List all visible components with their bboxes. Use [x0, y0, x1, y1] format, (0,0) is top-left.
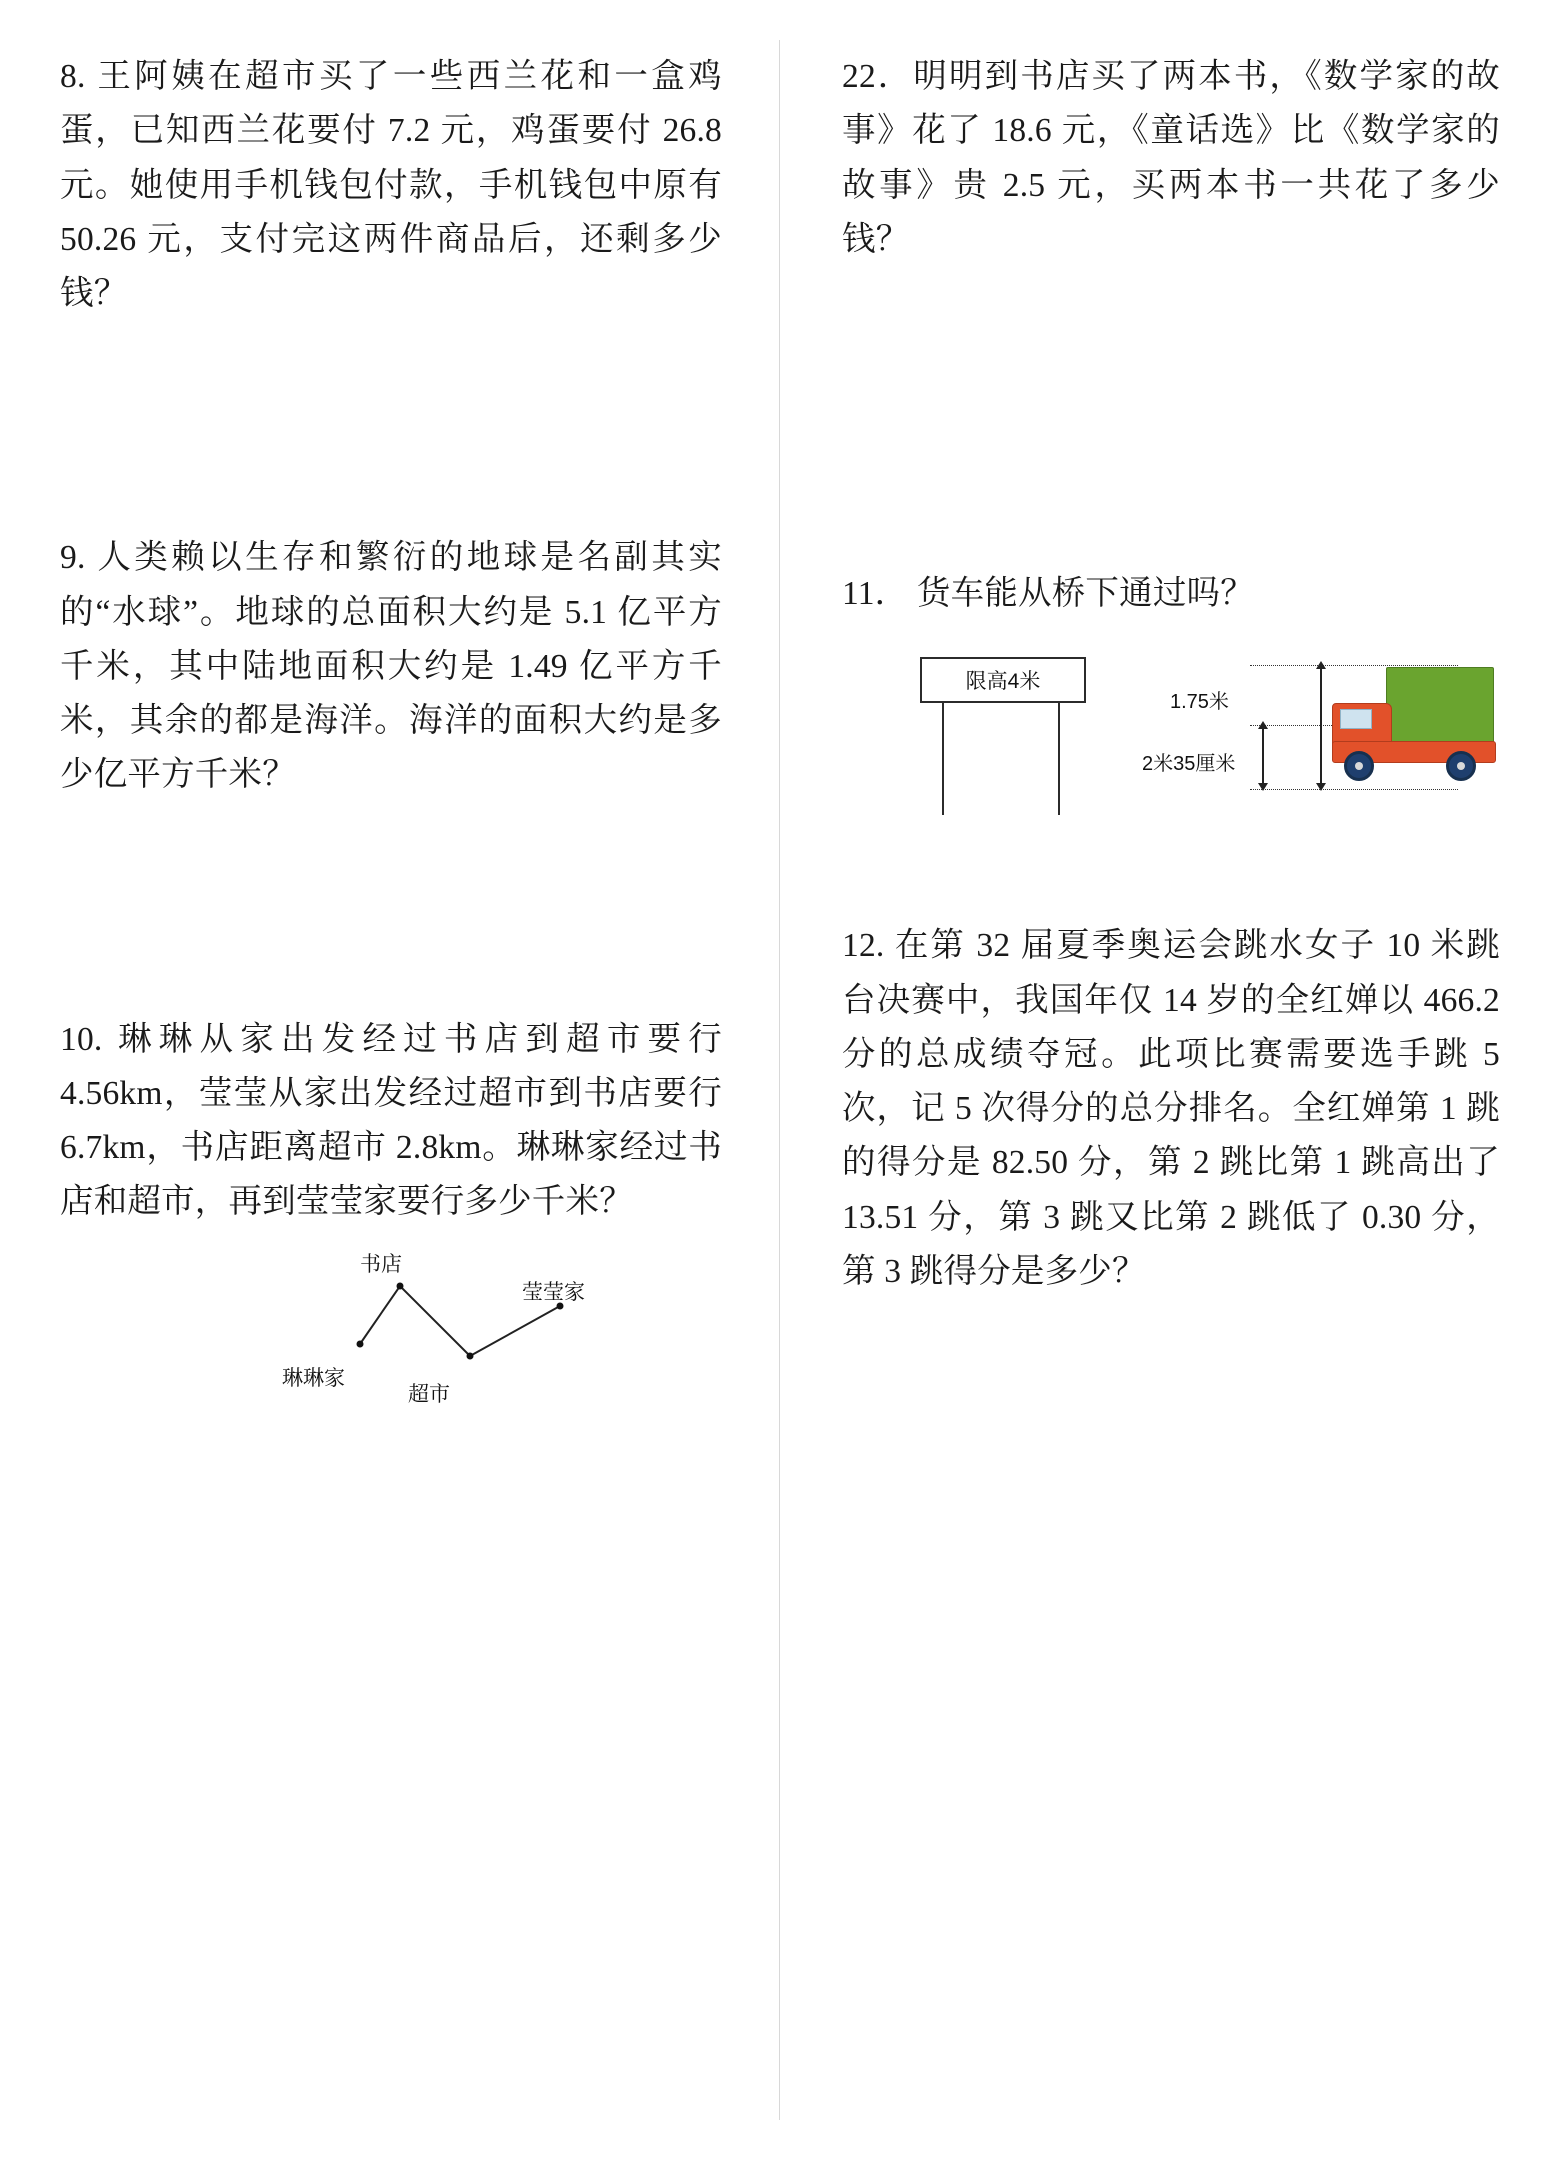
column-divider	[779, 40, 780, 2120]
dim-arrowhead-down-1	[1316, 783, 1326, 791]
problem-22	[842, 50, 1500, 267]
problem-10-text: 10. 琳琳从家出发经过书店到超市要行 4.56km，莹莹从家出发经过超市到书店要行 6.7km，书店距离超市 2.8km。琳琳家经过书店和超市，再到莹莹家要行多少千米？	[60, 1020, 731, 1221]
problem-11-text: 11． 货车能从桥下通过吗？	[842, 575, 1254, 613]
truck-wheel-rear	[1446, 751, 1476, 781]
route-label-linlin-home: 琳琳家	[282, 1366, 345, 1390]
problem-10	[60, 1013, 731, 1424]
dim-label-truck-height: 2米35厘米	[1142, 753, 1236, 776]
spacer-answer-8	[60, 331, 722, 531]
dim-arrowhead-up-2	[1258, 721, 1268, 729]
node-linlin-home	[357, 1340, 364, 1347]
route-map-figure	[60, 1244, 722, 1424]
problem-22-text: 22．明明到书店买了两本书，《数学家的故事》花了 18.6 元，《童话选》比《数学家的故事》贵 2.5 元，买两本书一共花了多少钱？	[842, 58, 1500, 258]
problem-9-text: 9. 人类赖以生存和繁衍的地球是名副其实的“水球”。地球的总面积大约是 5.1 亿平方千米，其中陆地面积大约是 1.49 亿平方千米，其余的都是海洋。海洋的面积大约是多少亿平方千米？	[60, 539, 722, 794]
dim-arrowhead-down-2	[1258, 783, 1268, 791]
node-supermarket	[467, 1352, 474, 1359]
route-label-yingying-home: 莹莹家	[522, 1280, 585, 1304]
truck-icon	[1330, 667, 1530, 795]
truck-wheel-front	[1344, 751, 1374, 781]
problem-12-text: 12. 在第 32 届夏季奥运会跳水女子 10 米跳台决赛中，我国年仅 14 岁的全红婵以 466.2 分的总成绩夺冠。此项比赛需要选手跳 5 次，记 5 次得分的总分排名。全红婵第 1 跳的得分是 82.50 分，第 2 跳比第 1 跳高出了 13.51 分，第 3 跳又比第 2 跳低了 0.30 分，第 3 跳得分是多少？	[842, 927, 1509, 1290]
problem-9	[60, 531, 722, 802]
two-column-layout	[60, 50, 1509, 2121]
sign-post-right	[1058, 703, 1060, 815]
truck-window	[1340, 709, 1372, 729]
truck-cargo-box	[1386, 667, 1494, 743]
dim-arrowhead-up-1	[1316, 661, 1326, 669]
problem-8-text: 8. 王阿姨在超市买了一些西兰花和一盒鸡蛋，已知西兰花要付 7.2 元，鸡蛋要付 26.8 元。她使用手机钱包付款，手机钱包中原有 50.26 元，支付完这两件商品后，还剩多少钱？	[60, 58, 731, 313]
bridge-truck-figure	[842, 639, 1500, 849]
spacer-answer-22	[842, 277, 1500, 567]
node-bookstore	[397, 1282, 404, 1289]
right-column	[780, 50, 1509, 2121]
problem-12	[842, 919, 1509, 1299]
dim-label-cargo-height: 1.75米	[1170, 691, 1229, 714]
dim-line-top	[1250, 665, 1458, 666]
spacer-answer-11	[842, 859, 1500, 919]
dim-arrow-truck	[1262, 725, 1264, 789]
truck-dimension-group	[1142, 643, 1542, 843]
spacer-answer-9	[60, 813, 722, 1013]
dim-arrow-cargo	[1320, 665, 1322, 789]
problem-8	[60, 50, 731, 321]
route-label-bookstore: 书店	[360, 1252, 402, 1276]
left-column	[60, 50, 780, 2121]
problem-11	[842, 567, 1500, 849]
sign-post-left	[942, 703, 944, 815]
height-limit-sign: 限高4米	[920, 657, 1086, 703]
route-label-supermarket: 超市	[408, 1382, 450, 1406]
